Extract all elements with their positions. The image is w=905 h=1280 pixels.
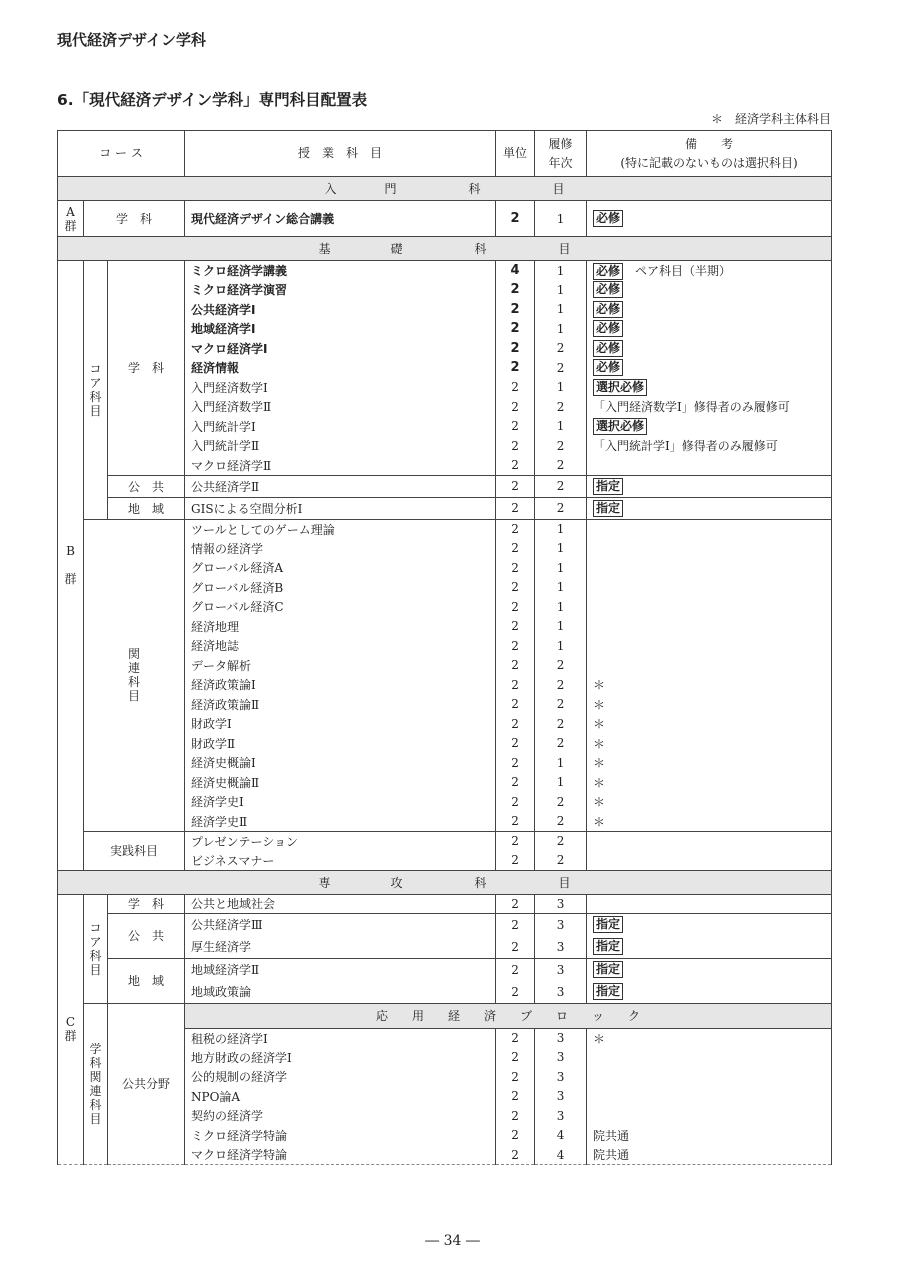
- legend-note: ＊ 経済学科主体科目: [710, 112, 831, 126]
- credits-cell: 2: [496, 201, 535, 237]
- credits-cell: 2: [496, 1067, 535, 1087]
- credits-cell: 2: [496, 981, 535, 1004]
- band-intro-label: 入 門 科 目: [58, 177, 832, 201]
- credits-cell: 2: [496, 913, 535, 936]
- band-basic-label: 基 礎 科 目: [58, 237, 832, 261]
- subject-name: 財政学Ⅱ: [185, 734, 496, 754]
- requirement-tag: 選択必修: [593, 379, 647, 396]
- course-koukyou: 公 共: [108, 913, 185, 958]
- remarks-cell: ＊: [587, 675, 832, 695]
- credits-cell: 2: [496, 475, 535, 497]
- requirement-tag: 必修: [593, 281, 623, 298]
- year-cell: 1: [535, 378, 587, 398]
- subject-name: 入門統計学Ⅰ: [185, 417, 496, 437]
- subject-name: 経済史概論Ⅰ: [185, 753, 496, 773]
- requirement-tag: 選択必修: [593, 418, 647, 435]
- year-cell: 1: [535, 539, 587, 559]
- year-cell: 3: [535, 1028, 587, 1048]
- table-row: [58, 831, 832, 851]
- subject-name: 租税の経済学Ⅰ: [185, 1028, 496, 1048]
- remarks-cell: [587, 339, 832, 359]
- year-cell: 1: [535, 261, 587, 281]
- subject-name: 入門経済数学Ⅰ: [185, 378, 496, 398]
- subject-name: グローバル経済C: [185, 597, 496, 617]
- remarks-cell: [587, 475, 832, 497]
- remarks-cell: 「入門統計学Ⅰ」修得者のみ履修可: [587, 436, 832, 456]
- section-title: 6.「現代経済デザイン学科」専門科目配置表: [57, 91, 368, 109]
- remarks-cell: [587, 851, 832, 871]
- year-cell: 2: [535, 656, 587, 676]
- year-cell: 1: [535, 319, 587, 339]
- credits-cell: 2: [496, 1106, 535, 1126]
- remarks-cell: [587, 378, 832, 398]
- header-row: [58, 131, 832, 177]
- credits-cell: 2: [496, 1087, 535, 1107]
- credits-cell: 2: [496, 1145, 535, 1165]
- remarks-cell: ＊: [587, 734, 832, 754]
- remarks-cell: [587, 519, 832, 539]
- remarks-cell: ＊: [587, 773, 832, 793]
- remarks-cell: [587, 300, 832, 320]
- table-row: [58, 519, 832, 539]
- subject-name: ミクロ経済学講義: [185, 261, 496, 281]
- subject-name: 入門統計学Ⅱ: [185, 436, 496, 456]
- credits-cell: 2: [496, 417, 535, 437]
- year-cell: 2: [535, 695, 587, 715]
- credits-cell: 2: [496, 319, 535, 339]
- remarks-cell: [587, 1067, 832, 1087]
- credits-cell: 2: [496, 558, 535, 578]
- year-cell: 4: [535, 1126, 587, 1146]
- band-major: [58, 870, 832, 894]
- subject-name: 地域経済学Ⅰ: [185, 319, 496, 339]
- credits-cell: 2: [496, 958, 535, 981]
- subject-name: GISによる空間分析Ⅰ: [185, 497, 496, 519]
- year-cell: 3: [535, 894, 587, 913]
- remarks-cell: ＊: [587, 753, 832, 773]
- remarks-cell: ＊: [587, 695, 832, 715]
- remarks-cell: [587, 319, 832, 339]
- remarks-cell: [587, 597, 832, 617]
- subject-name: 公共経済学Ⅱ: [185, 475, 496, 497]
- year-cell: 1: [535, 617, 587, 637]
- core-subjects-label: コ ア 科 目: [84, 261, 108, 520]
- subject-name: グローバル経済A: [185, 558, 496, 578]
- credits-cell: 2: [496, 636, 535, 656]
- year-cell: 1: [535, 417, 587, 437]
- year-cell: 3: [535, 981, 587, 1004]
- year-cell: 2: [535, 497, 587, 519]
- band-applied-label: 応 用 経 済 ブ ロ ッ ク: [185, 1003, 832, 1028]
- requirement-tag: 指定: [593, 916, 623, 933]
- year-cell: 3: [535, 936, 587, 959]
- credits-cell: 2: [496, 773, 535, 793]
- credits-cell: 2: [496, 734, 535, 754]
- year-cell: 2: [535, 675, 587, 695]
- group-b-label: B 群: [58, 261, 84, 871]
- remarks-cell: ＊: [587, 812, 832, 832]
- year-cell: 2: [535, 475, 587, 497]
- subject-name: 入門経済数学Ⅱ: [185, 397, 496, 417]
- band-major-label: 専 攻 科 目: [58, 870, 832, 894]
- year-cell: 1: [535, 636, 587, 656]
- credits-cell: 2: [496, 675, 535, 695]
- subject-name: 財政学Ⅰ: [185, 714, 496, 734]
- year-cell: 3: [535, 1048, 587, 1068]
- year-cell: 2: [535, 456, 587, 476]
- remarks-cell: [587, 913, 832, 936]
- subject-name: 現代経済デザイン総合講義: [185, 201, 496, 237]
- subject-name: データ解析: [185, 656, 496, 676]
- subject-name: 経済史概論Ⅱ: [185, 773, 496, 793]
- credits-cell: 2: [496, 280, 535, 300]
- remarks-cell: [587, 656, 832, 676]
- remarks-cell: [587, 1106, 832, 1126]
- credits-cell: 2: [496, 358, 535, 378]
- year-cell: 1: [535, 597, 587, 617]
- remarks-cell: ＊: [587, 714, 832, 734]
- credits-cell: 2: [496, 753, 535, 773]
- subject-name: 情報の経済学: [185, 539, 496, 559]
- header-year: 履修 年次: [535, 131, 587, 177]
- year-cell: 2: [535, 397, 587, 417]
- year-cell: 3: [535, 1106, 587, 1126]
- year-cell: 2: [535, 831, 587, 851]
- credits-cell: 2: [496, 812, 535, 832]
- remarks-cell: [587, 894, 832, 913]
- remarks-cell: [587, 539, 832, 559]
- course-gakka: 学 科: [108, 894, 185, 913]
- credits-cell: 2: [496, 378, 535, 398]
- department-title: 現代経済デザイン学科: [57, 31, 206, 49]
- course-chiiki: 地 域: [108, 497, 185, 519]
- curriculum-table: [57, 130, 832, 1165]
- remarks-cell: [587, 558, 832, 578]
- gakka-related-label: 学科関連科目: [84, 1003, 108, 1165]
- requirement-tag: 必修: [593, 320, 623, 337]
- credits-cell: 2: [496, 519, 535, 539]
- year-cell: 1: [535, 201, 587, 237]
- credits-cell: 2: [496, 1028, 535, 1048]
- credits-cell: 2: [496, 497, 535, 519]
- requirement-tag: 指定: [593, 961, 623, 978]
- year-cell: 3: [535, 913, 587, 936]
- credits-cell: 2: [496, 578, 535, 598]
- subject-name: ツールとしてのゲーム理論: [185, 519, 496, 539]
- requirement-tag: 必修: [593, 263, 623, 280]
- credits-cell: 4: [496, 261, 535, 281]
- table-row: [58, 261, 832, 281]
- remarks-cell: 院共通: [587, 1126, 832, 1146]
- remarks-cell: 必修 ペア科目（半期）: [587, 261, 832, 281]
- subject-name: 契約の経済学: [185, 1106, 496, 1126]
- requirement-tag: 指定: [593, 478, 623, 495]
- credits-cell: 2: [496, 695, 535, 715]
- requirement-tag: 必修: [593, 340, 623, 357]
- course-gakka: 学 科: [108, 261, 185, 476]
- course-chiiki: 地 域: [108, 958, 185, 1003]
- subject-name: ビジネスマナー: [185, 851, 496, 871]
- credits-cell: 2: [496, 339, 535, 359]
- credits-cell: 2: [496, 792, 535, 812]
- band-applied: [58, 1003, 832, 1028]
- year-cell: 2: [535, 358, 587, 378]
- year-cell: 2: [535, 436, 587, 456]
- header-remarks: 備 考 (特に記載のないものは選択科目): [587, 131, 832, 177]
- year-cell: 1: [535, 519, 587, 539]
- credits-cell: 2: [496, 436, 535, 456]
- credits-cell: 2: [496, 397, 535, 417]
- table-row: [58, 475, 832, 497]
- remarks-cell: [587, 1087, 832, 1107]
- subject-name: 経済学史Ⅰ: [185, 792, 496, 812]
- core-subjects-label: コ ア 科 目: [84, 894, 108, 1003]
- remarks-cell: [587, 831, 832, 851]
- subject-name: 地方財政の経済学Ⅰ: [185, 1048, 496, 1068]
- subject-name: 経済地誌: [185, 636, 496, 656]
- subject-name: 公共経済学Ⅲ: [185, 913, 496, 936]
- subject-name: 厚生経済学: [185, 936, 496, 959]
- credits-cell: 2: [496, 617, 535, 637]
- credits-cell: 2: [496, 831, 535, 851]
- remarks-cell: [587, 201, 832, 237]
- year-cell: 2: [535, 792, 587, 812]
- subject-name: 地域政策論: [185, 981, 496, 1004]
- subject-name: 経済学史Ⅱ: [185, 812, 496, 832]
- subject-name: ミクロ経済学演習: [185, 280, 496, 300]
- header-course: コ ー ス: [58, 131, 185, 177]
- year-cell: 1: [535, 773, 587, 793]
- credits-cell: 2: [496, 539, 535, 559]
- credits-cell: 2: [496, 851, 535, 871]
- subject-name: NPO論A: [185, 1087, 496, 1107]
- practice-subjects-label: 実践科目: [84, 831, 185, 870]
- remarks-cell: [587, 958, 832, 981]
- year-cell: 2: [535, 734, 587, 754]
- year-cell: 1: [535, 753, 587, 773]
- credits-cell: 2: [496, 300, 535, 320]
- credits-cell: 2: [496, 894, 535, 913]
- subject-name: マクロ経済学特論: [185, 1145, 496, 1165]
- remarks-cell: [587, 617, 832, 637]
- credits-cell: 2: [496, 936, 535, 959]
- requirement-tag: 必修: [593, 359, 623, 376]
- header-credits: 単位: [496, 131, 535, 177]
- credits-cell: 2: [496, 456, 535, 476]
- requirement-tag: 指定: [593, 938, 623, 955]
- credits-cell: 2: [496, 1126, 535, 1146]
- remarks-cell: [587, 981, 832, 1004]
- year-cell: 3: [535, 1087, 587, 1107]
- remarks-cell: [587, 636, 832, 656]
- subject-name: プレゼンテーション: [185, 831, 496, 851]
- year-cell: 2: [535, 851, 587, 871]
- table-row: [58, 913, 832, 936]
- requirement-tag: 指定: [593, 983, 623, 1000]
- course-koukyou: 公 共: [108, 475, 185, 497]
- subject-name: 経済地理: [185, 617, 496, 637]
- requirement-tag: 必修: [593, 301, 623, 318]
- year-cell: 1: [535, 280, 587, 300]
- subject-name: 経済政策論Ⅰ: [185, 675, 496, 695]
- related-subjects-label: 関 連 科 目: [84, 519, 185, 831]
- table-row: [58, 958, 832, 981]
- subject-name: 経済政策論Ⅱ: [185, 695, 496, 715]
- year-cell: 3: [535, 1067, 587, 1087]
- remarks-cell: [587, 497, 832, 519]
- public-field-label: 公共分野: [108, 1003, 185, 1165]
- remarks-cell: [587, 280, 832, 300]
- group-c-label: C 群: [58, 894, 84, 1165]
- remarks-cell: [587, 456, 832, 476]
- band-intro: [58, 177, 832, 201]
- credits-cell: 2: [496, 597, 535, 617]
- year-cell: 1: [535, 578, 587, 598]
- remarks-cell: [587, 578, 832, 598]
- subject-name: マクロ経済学Ⅰ: [185, 339, 496, 359]
- subject-name: 公共と地域社会: [185, 894, 496, 913]
- year-cell: 1: [535, 558, 587, 578]
- requirement-tag: 指定: [593, 500, 623, 517]
- credits-cell: 2: [496, 656, 535, 676]
- year-cell: 3: [535, 958, 587, 981]
- course-gakka: 学 科: [84, 201, 185, 237]
- year-cell: 2: [535, 339, 587, 359]
- remarks-cell: [587, 358, 832, 378]
- table-row: [58, 497, 832, 519]
- remarks-cell: [587, 417, 832, 437]
- page-number: ― 34 ―: [425, 1233, 480, 1249]
- credits-cell: 2: [496, 714, 535, 734]
- header-subject: 授 業 科 目: [185, 131, 496, 177]
- subject-name: 公的規制の経済学: [185, 1067, 496, 1087]
- subject-name: マクロ経済学Ⅱ: [185, 456, 496, 476]
- subject-name: 公共経済学Ⅰ: [185, 300, 496, 320]
- year-cell: 2: [535, 812, 587, 832]
- remarks-cell: ＊: [587, 1028, 832, 1048]
- table-row: [58, 201, 832, 237]
- year-cell: 1: [535, 300, 587, 320]
- remarks-cell: ＊: [587, 792, 832, 812]
- subject-name: 経済情報: [185, 358, 496, 378]
- band-basic: [58, 237, 832, 261]
- subject-name: 地域経済学Ⅱ: [185, 958, 496, 981]
- subject-name: ミクロ経済学特論: [185, 1126, 496, 1146]
- remarks-cell: [587, 936, 832, 959]
- requirement-tag: 必修: [593, 210, 623, 227]
- table-row: [58, 894, 832, 913]
- year-cell: 2: [535, 714, 587, 734]
- year-cell: 4: [535, 1145, 587, 1165]
- remarks-cell: 「入門経済数学Ⅰ」修得者のみ履修可: [587, 397, 832, 417]
- group-a-label: A 群: [58, 201, 84, 237]
- credits-cell: 2: [496, 1048, 535, 1068]
- subject-name: グローバル経済B: [185, 578, 496, 598]
- remarks-cell: 院共通: [587, 1145, 832, 1165]
- remarks-cell: [587, 1048, 832, 1068]
